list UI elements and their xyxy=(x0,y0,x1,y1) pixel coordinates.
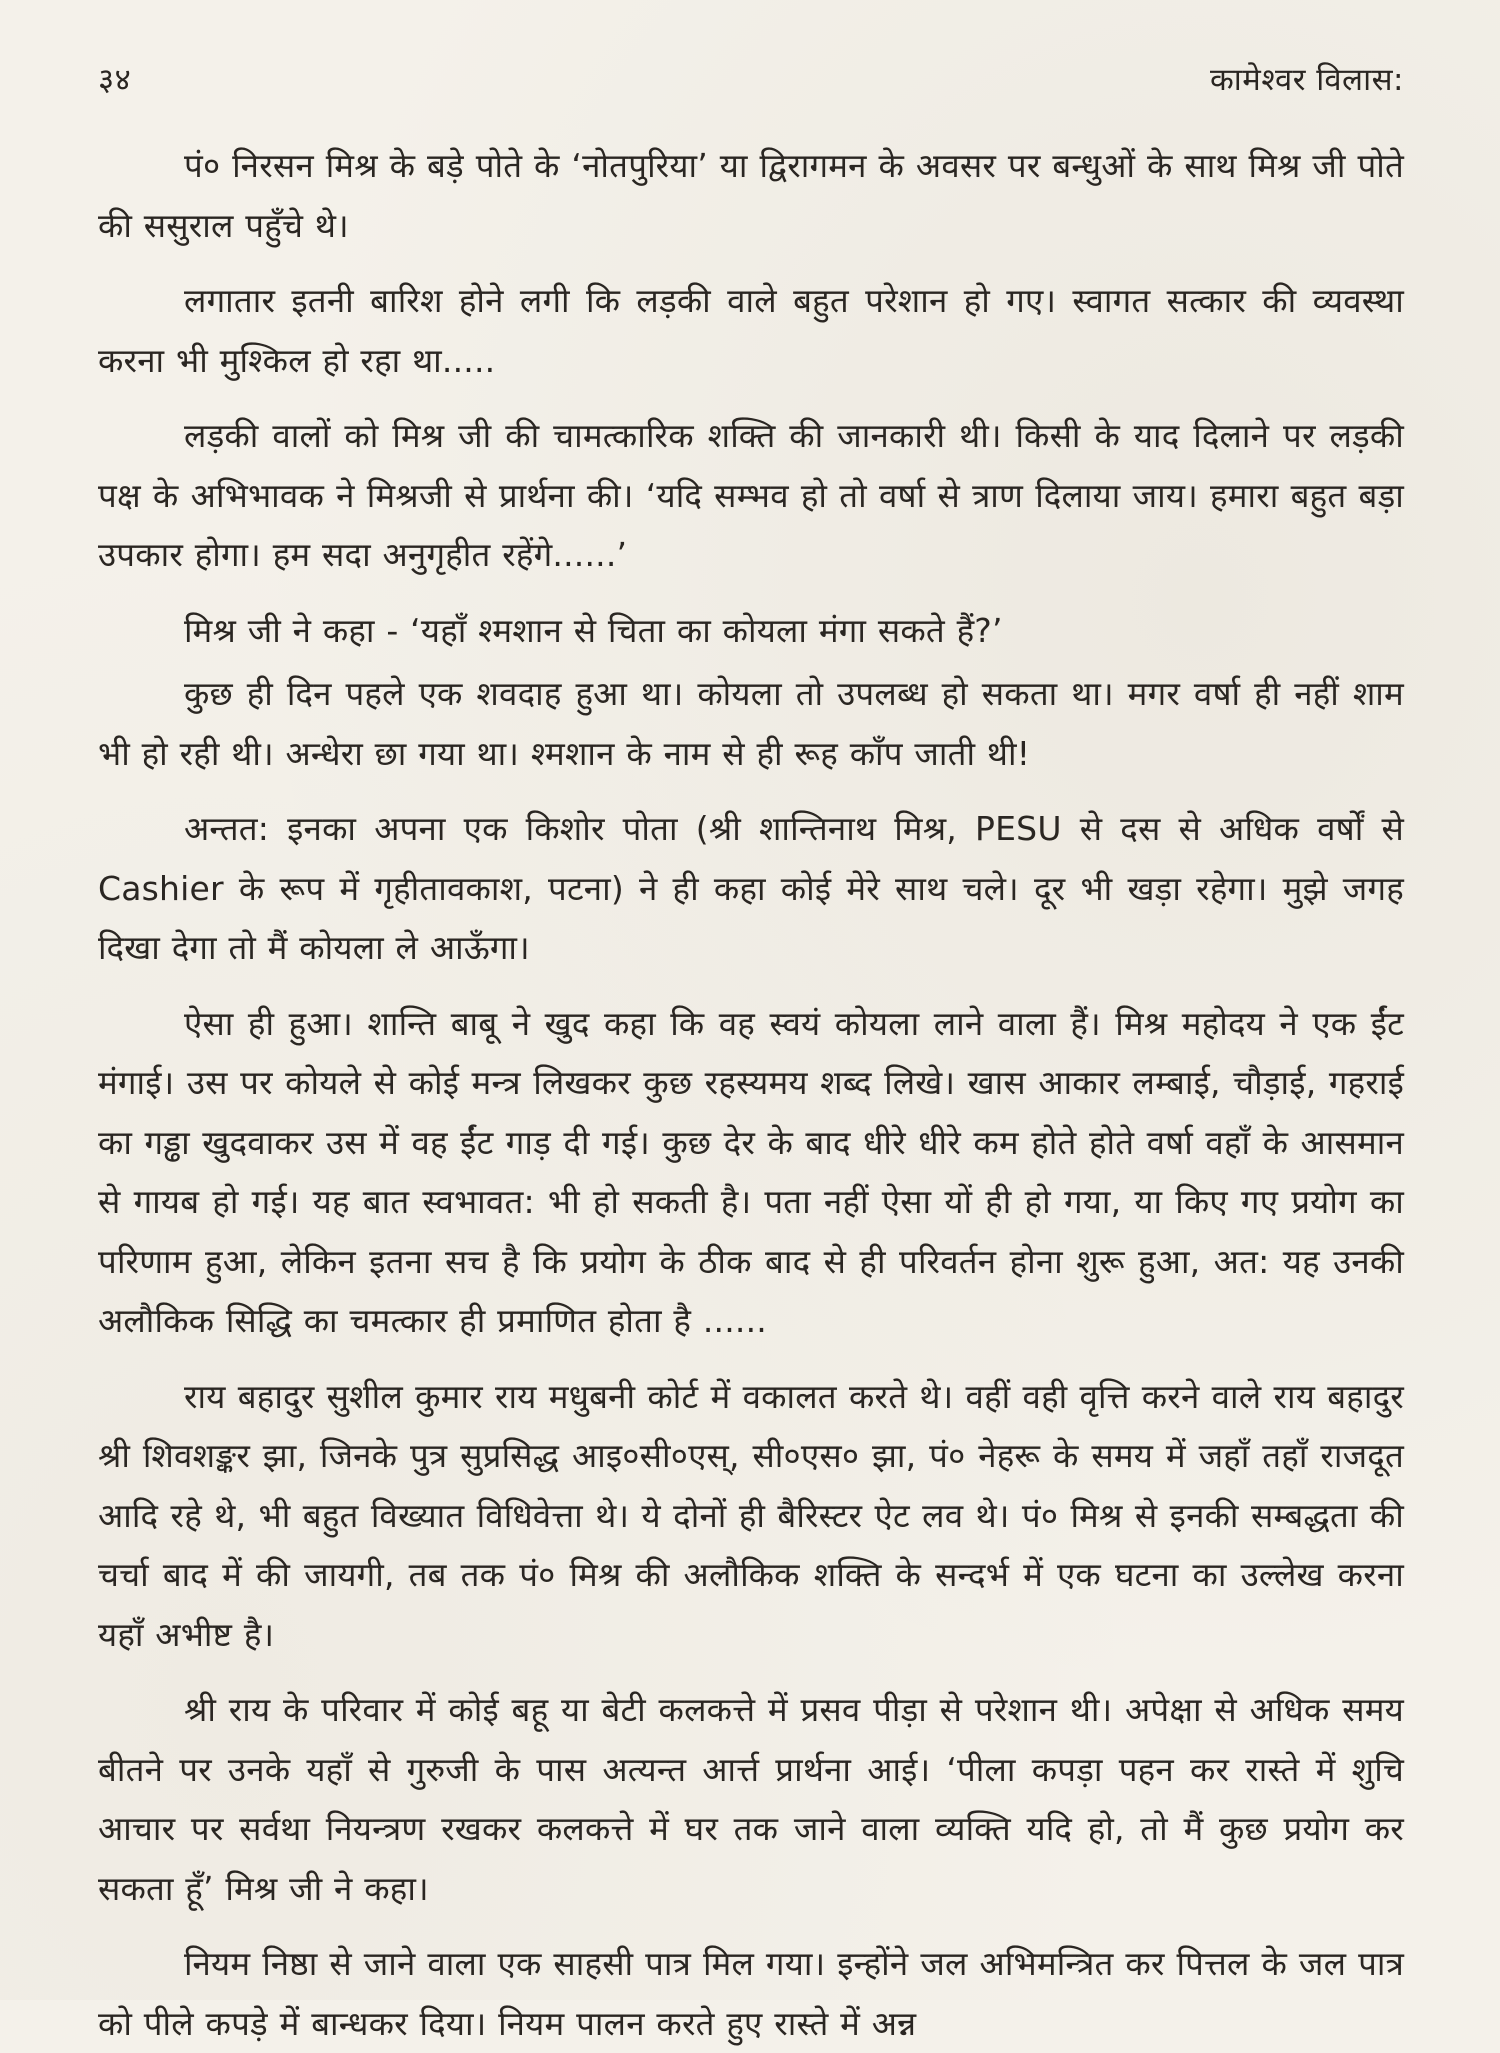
paragraph-8: राय बहादुर सुशील कुमार राय मधुबनी कोर्ट में वकालत करते थे। वहीं वही वृत्ति करने वाले राय बहादुर श्री शिवशङ्कर झा, जिनके पुत्र सुप्रसिद्ध आइ०सी०एस्, सी०एस० झा, पं० नेहरू के समय में जहाँ तहाँ राजदूत आदि रहे थे, भी बहुत विख्यात विधिवेत्ता थे। ये दोनों ही बैरिस्टर ऐट लव थे। पं० मिश्र से इनकी सम्बद्धता की चर्चा बाद में की जायगी, तब तक पं० मिश्र की अलौकिक शक्ति के सन्दर्भ में एक घटना का उल्लेख करना यहाँ अभीष्ट है। xyxy=(98,1376,1404,1654)
paragraph-9: श्री राय के परिवार में कोई बहू या बेटी कलकत्ते में प्रसव पीड़ा से परेशान थी। अपेक्षा से अधिक समय बीतने पर उनके यहाँ से गुरुजी के पास अत्यन्त आर्त्त प्रार्थना आई। ‘पीला कपड़ा पहन कर रास्ते में शुचि आचार पर सर्वथा नियन्त्रण रखकर कलकत्ते में घर तक जाने वाला व्यक्ति यदि हो, तो मैं कुछ प्रयोग कर सकता हूँ’ मिश्र जी ने कहा। xyxy=(98,1690,1404,1908)
body-text xyxy=(98,136,1404,2053)
paragraph-1: पं० निरसन मिश्र के बड़े पोते के ‘नोतपुरिया’ या द्विरागमन के अवसर पर बन्धुओं के साथ मिश्र जी पोते की ससुराल पहुँचे थे। xyxy=(98,146,1404,245)
paragraph-5: कुछ ही दिन पहले एक शवदाह हुआ था। कोयला तो उपलब्ध हो सकता था। मगर वर्षा ही नहीं शाम भी हो रही थी। अन्धेरा छा गया था। श्मशान के नाम से ही रूह काँप जाती थी! xyxy=(98,674,1404,773)
paragraph-10: नियम निष्ठा से जाने वाला एक साहसी पात्र मिल गया। इन्होंने जल अभिमन्त्रित कर पित्तल के जल पात्र को पीले कपड़े में बान्धकर दिया। नियम पालन करते हुए रास्ते में अन्न xyxy=(98,1944,1404,2043)
running-title: कामेश्वर विलास: xyxy=(1209,62,1404,98)
paragraph-2: लगातार इतनी बारिश होने लगी कि लड़की वाले बहुत परेशान हो गए। स्वागत सत्कार की व्यवस्था करना भी मुश्किल हो रहा था..... xyxy=(98,281,1404,380)
page-number: ३४ xyxy=(98,62,132,98)
paragraph-4: मिश्र जी ने कहा - ‘यहाँ श्मशान से चिता का कोयला मंगा सकते हैं?’ xyxy=(184,610,1003,650)
paragraph-3: लड़की वालों को मिश्र जी की चामत्कारिक शक्ति की जानकारी थी। किसी के याद दिलाने पर लड़की पक्ष के अभिभावक ने मिश्रजी से प्रार्थना की। ‘यदि सम्भव हो तो वर्षा से त्राण दिलाया जाय। हमारा बहुत बड़ा उपकार होगा। हम सदा अनुगृहीत रहेंगे......’ xyxy=(98,416,1404,574)
paragraph-7: ऐसा ही हुआ। शान्ति बाबू ने खुद कहा कि वह स्वयं कोयला लाने वाला हैं। मिश्र महोदय ने एक ईंट मंगाई। उस पर कोयले से कोई मन्त्र लिखकर कुछ रहस्यमय शब्द लिखे। खास आकार लम्बाई, चौड़ाई, गहराई का गड्ढा खुदवाकर उस में वह ईंट गाड़ दी गई। कुछ देर के बाद धीरे धीरे कम होते होते वर्षा वहाँ के आसमान से गायब हो गई। यह बात स्वभावत: भी हो सकती है। पता नहीं ऐसा यों ही हो गया, या किए गए प्रयोग का परिणाम हुआ, लेकिन इतना सच है कि प्रयोग के ठीक बाद से ही परिवर्तन होना शुरू हुआ, अत: यह उनकी अलौकिक सिद्धि का चमत्कार ही प्रमाणित होता है ...... xyxy=(98,1003,1404,1340)
paragraph-6: अन्तत: इनका अपना एक किशोर पोता (श्री शान्तिनाथ मिश्र, PESU से दस से अधिक वर्षों से Cashier के रूप में गृहीतावकाश, पटना) ने ही कहा कोई मेरे साथ चले। दूर भी खड़ा रहेगा। मुझे जगह दिखा देगा तो मैं कोयला ले आऊँगा। xyxy=(98,809,1404,967)
page-header xyxy=(98,58,1404,114)
